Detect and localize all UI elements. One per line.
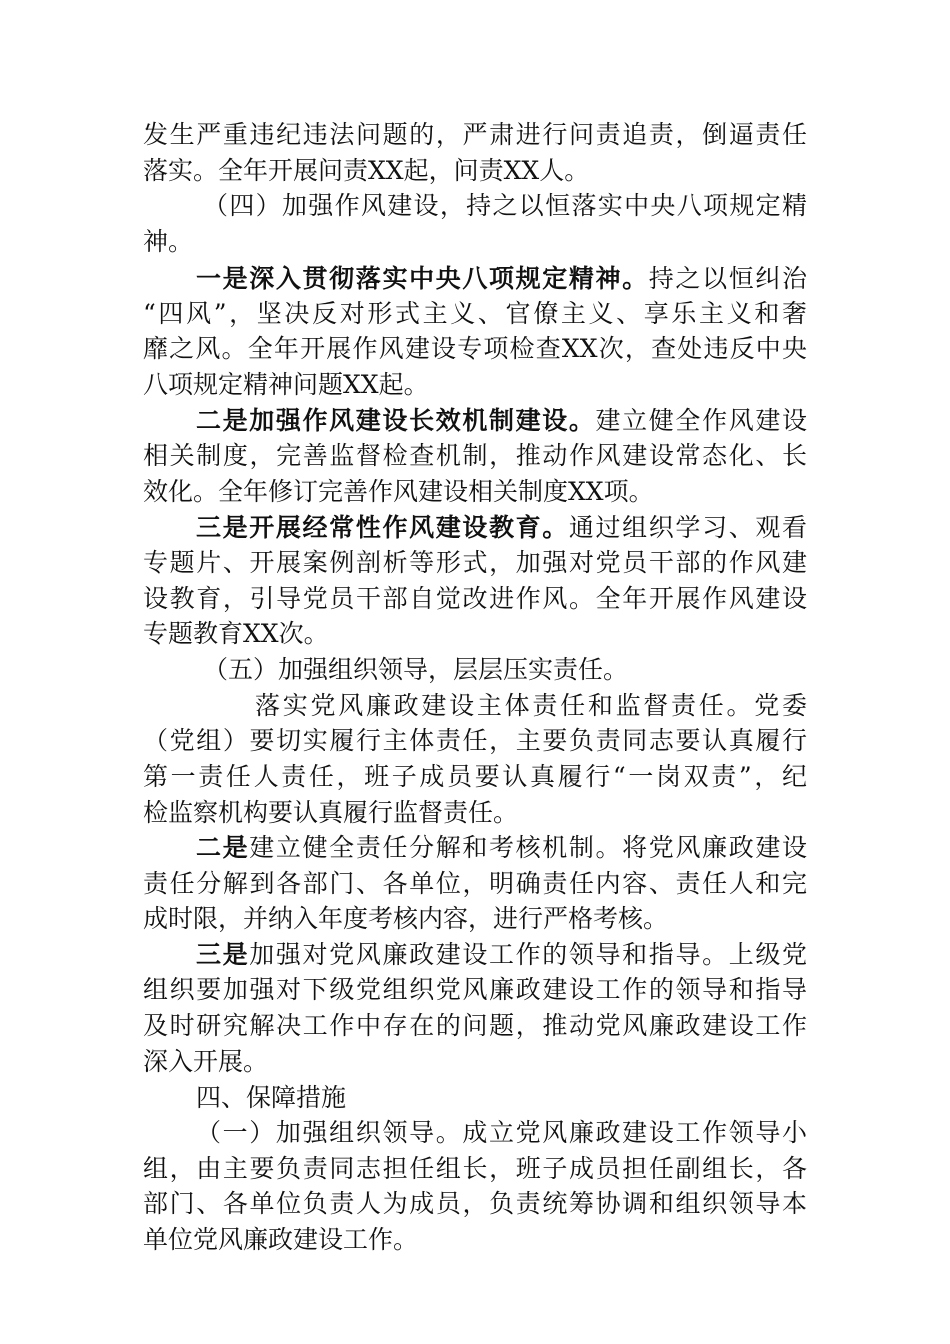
- paragraph-lead: 三是开展经常性作风建设教育。: [196, 513, 569, 542]
- text-line: 靡之风。全年开展作风建设专项检查XX次，查处违反中央: [143, 334, 807, 363]
- text-line: 发生严重违纪违法问题的，严肃进行问责追责，倒逼责任: [143, 120, 807, 149]
- text-line: 深入开展。: [143, 1047, 269, 1076]
- paragraph-lead: 三是: [196, 940, 250, 969]
- section-heading: 神。: [143, 227, 194, 256]
- text-line: 八项规定精神问题XX起。: [143, 370, 429, 399]
- text-line: 单位党风廉政建设工作。: [143, 1225, 419, 1254]
- text-line: 落实党风廉政建设主体责任和监督责任。党委: [255, 691, 807, 720]
- text-line: 成时限，并纳入年度考核内容，进行严格考核。: [143, 904, 669, 933]
- text-line: 责任分解到各部门、各单位，明确责任内容、责任人和完: [143, 869, 807, 898]
- text-line: 组织要加强对下级党组织党风廉政建设工作的领导和指导: [143, 975, 807, 1004]
- paragraph-lead: 一是深入贯彻落实中央八项规定精神。: [196, 264, 649, 293]
- text-line: 一是深入贯彻落实中央八项规定精神。持之以恒纠治: [196, 264, 807, 293]
- text-line: 及时研究解决工作中存在的问题，推动党风廉政建设工作: [143, 1011, 807, 1040]
- text-line: （党组）要切实履行主体责任，主要负责同志要认真履行: [143, 726, 807, 755]
- text-line: 效化。全年修订完善作风建设相关制度XX项。: [143, 477, 654, 506]
- text-line: 第一责任人责任，班子成员要认真履行“一岗双责”，纪: [143, 762, 807, 791]
- text-line: 检监察机构要认真履行监督责任。: [143, 798, 519, 827]
- text-line: 三是加强对党风廉政建设工作的领导和指导。上级党: [196, 940, 807, 969]
- text-line: 落实。全年开展问责XX起，问责XX人。: [143, 156, 590, 185]
- section-heading: （五）加强组织领导，层层压实责任。: [203, 655, 629, 684]
- text-line: 组，由主要负责同志担任组长，班子成员担任副组长，各: [143, 1154, 807, 1183]
- text-line: 部门、各单位负责人为成员，负责统筹协调和组织领导本: [143, 1189, 807, 1218]
- paragraph-lead: 二是: [196, 833, 250, 862]
- text-line: （一）加强组织领导。成立党风廉政建设工作领导小: [196, 1118, 807, 1147]
- text-line: 专题教育XX次。: [143, 619, 329, 648]
- text-line: 二是建立健全责任分解和考核机制。将党风廉政建设: [196, 833, 807, 862]
- section-heading: 四、保障措施: [196, 1083, 347, 1112]
- paragraph-lead: 二是加强作风建设长效机制建设。: [196, 406, 596, 435]
- text-line: 相关制度，完善监督检查机制，推动作风建设常态化、长: [143, 441, 807, 470]
- section-heading: （四）加强作风建设，持之以恒落实中央八项规定精: [203, 191, 807, 220]
- text-line: “四风”，坚决反对形式主义、官僚主义、享乐主义和奢: [143, 299, 807, 328]
- text-line: 设教育，引导党员干部自觉改进作风。全年开展作风建设: [143, 584, 807, 613]
- text-line: 专题片、开展案例剖析等形式，加强对党员干部的作风建: [143, 548, 807, 577]
- text-line: 三是开展经常性作风建设教育。通过组织学习、观看: [196, 513, 807, 542]
- text-line: 二是加强作风建设长效机制建设。建立健全作风建设: [196, 406, 807, 435]
